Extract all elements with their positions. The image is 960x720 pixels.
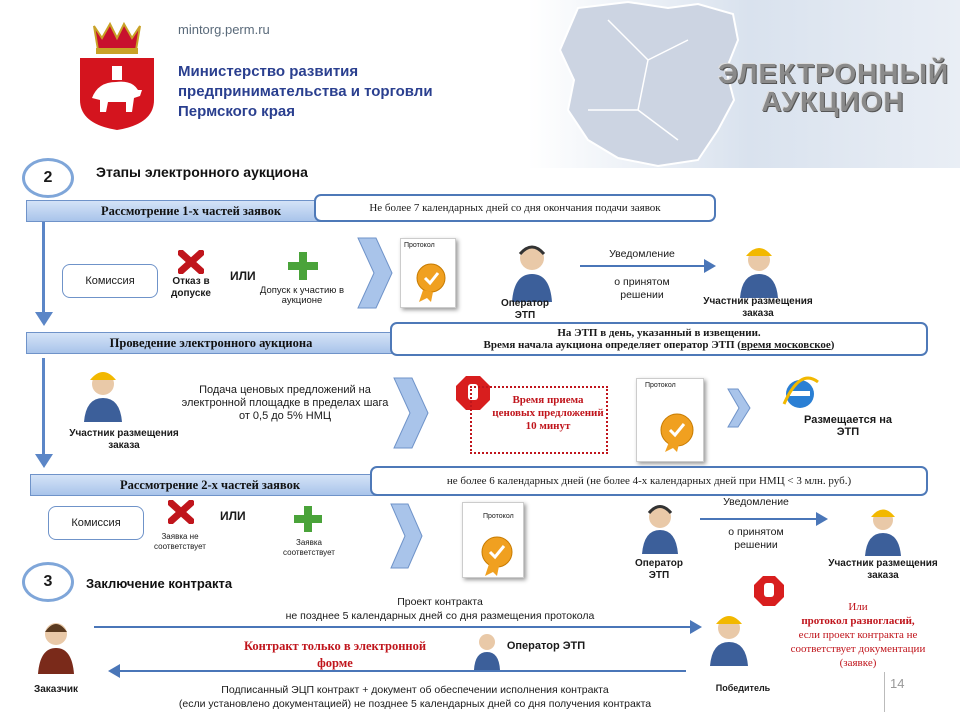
note-line1: На ЭТП в день, указанный в извещении. <box>557 327 761 339</box>
protocol-document <box>462 502 524 578</box>
page-number: 14 <box>890 676 905 691</box>
bids-text: Подача ценовых предложений на электронной площадке в пределах шага от 0,5 до 5% НМЦ <box>181 384 389 422</box>
approve-plus-icon <box>288 252 318 280</box>
chevron-right-icon <box>388 502 424 570</box>
notify-line <box>580 265 708 267</box>
chevron-right-icon <box>354 236 394 310</box>
section-title: Этапы электронного аукциона <box>96 164 308 180</box>
ministry-name: Министерство развития предпринимательства и торговли Пермского края <box>178 63 433 120</box>
arrow-right-icon <box>816 512 828 526</box>
disagree-protocol: протокол разногласий, <box>801 615 915 627</box>
chevron-right-icon <box>726 388 752 428</box>
protocol-label: Протокол <box>645 382 676 389</box>
protocol-document <box>636 378 704 462</box>
step-number-badge: 2 <box>22 158 74 198</box>
section-title: Заключение контракта <box>86 576 233 591</box>
draft-line1: Проект контракта <box>397 596 483 608</box>
stage-bar: Проведение электронного аукциона <box>26 332 396 354</box>
operator-label: Оператор ЭТП <box>634 558 684 581</box>
divider <box>884 672 885 712</box>
commission-label: Комиссия <box>48 506 144 540</box>
notify-bottom-text: о принятом решении <box>614 276 670 301</box>
notify-top-text: Уведомление <box>609 248 675 260</box>
or-label: ИЛИ <box>230 269 256 283</box>
electronic-only-text: Контракт только в электронной форме <box>243 639 427 670</box>
participant-avatar-icon <box>736 242 782 298</box>
customer-avatar-icon <box>36 618 76 674</box>
reject-cross-icon <box>178 250 204 274</box>
stage-bar: Рассмотрение 1-х частей заявок <box>26 200 356 222</box>
commission-label: Комиссия <box>62 264 158 298</box>
arrow-left-icon <box>108 664 120 678</box>
operator-avatar-icon <box>472 630 502 670</box>
deadline-note <box>314 194 716 222</box>
participant-avatar-icon <box>80 366 126 422</box>
participant-label: Участник размещения заказа <box>828 558 938 581</box>
seal-icon <box>463 522 523 578</box>
bid-time-box: Время приема ценовых предложений 10 минут <box>470 386 608 454</box>
refuse-label: Отказ в допуске <box>171 276 211 299</box>
notify-top-text: Уведомление <box>723 496 789 508</box>
winner-label: Победитель <box>715 683 771 693</box>
approve-plus-icon <box>294 506 322 532</box>
stage-bar: Рассмотрение 2-х частей заявок <box>30 474 390 496</box>
draft-arrow-line <box>94 626 694 628</box>
notify-line <box>700 518 820 520</box>
customer-label: Заказчик <box>33 684 79 695</box>
deadline-note-text: Не более 7 календарных дней со дня окончания подачи заявок <box>369 202 661 214</box>
operator-label: Оператор ЭТП <box>506 640 586 652</box>
arrow-right-icon <box>690 620 702 634</box>
notify-bottom-text: о принятом решении <box>728 526 784 551</box>
not-match-label: Заявка не соответствует <box>154 532 206 551</box>
admit-label: Допуск к участию в аукционе <box>259 285 345 306</box>
site-url: mintorg.perm.ru <box>178 22 270 37</box>
stop-hand-icon <box>754 576 784 606</box>
page-title <box>718 60 948 116</box>
auction-time-note <box>390 322 928 356</box>
note-line2 <box>392 339 926 351</box>
posted-label: Размещается на ЭТП <box>804 414 892 438</box>
flow-line <box>42 358 45 458</box>
winner-avatar-icon <box>706 610 752 666</box>
flow-line <box>42 218 45 318</box>
signed-line1: Подписанный ЭЦП контракт + документ об обеспечении исполнения контракта <box>221 684 609 696</box>
protocol-label: Протокол <box>404 242 435 249</box>
protocol-document <box>400 238 456 308</box>
seal-icon <box>637 392 703 452</box>
page-title-line2: АУКЦИОН <box>761 86 905 117</box>
seal-icon <box>401 252 455 302</box>
coat-of-arms-emblem <box>76 20 158 132</box>
disagree-rest: если проект контракта не соответствует документации (заявке) <box>790 629 926 669</box>
arrow-down-icon <box>35 454 53 468</box>
operator-avatar-icon <box>638 500 682 554</box>
chevron-right-icon <box>390 376 430 450</box>
reject-cross-icon <box>168 500 194 524</box>
deadline-note-text: не более 6 календарных дней (не более 4-х календарных дней при НМЦ < 3 млн. руб.) <box>446 475 852 487</box>
note-line2-end: ) <box>830 339 835 351</box>
page-title-line1: ЭЛЕКТРОННЫЙ <box>718 58 950 89</box>
disagree-or: Или <box>848 601 868 613</box>
disagreement-note <box>782 600 934 670</box>
note-line2-text: Время начала аукциона определяет оператор ЭТП ( <box>483 339 741 351</box>
internet-explorer-icon <box>780 374 820 412</box>
arrow-down-icon <box>35 312 53 326</box>
participant-label: Участник размещения заказа <box>69 428 179 451</box>
participant-label: Участник размещения заказа <box>703 296 813 319</box>
protocol-label: Протокол <box>483 513 514 520</box>
draft-line2: не позднее 5 календарных дней со дня размещения протокола <box>285 610 595 622</box>
or-label: ИЛИ <box>220 509 246 523</box>
signed-line2: (если установлено документацией) не позднее 5 календарных дней со дня получения контракта <box>178 698 652 710</box>
step-number-badge: 3 <box>22 562 74 602</box>
arrow-right-icon <box>704 259 716 273</box>
deadline-note <box>370 466 928 496</box>
operator-label: Оператор ЭТП <box>500 298 550 321</box>
operator-avatar-icon <box>508 240 556 302</box>
participant-avatar-icon <box>862 504 904 556</box>
match-label: Заявка соответствует <box>283 538 335 557</box>
moscow-time-text: время московское <box>740 339 831 351</box>
signed-arrow-line <box>120 670 686 672</box>
